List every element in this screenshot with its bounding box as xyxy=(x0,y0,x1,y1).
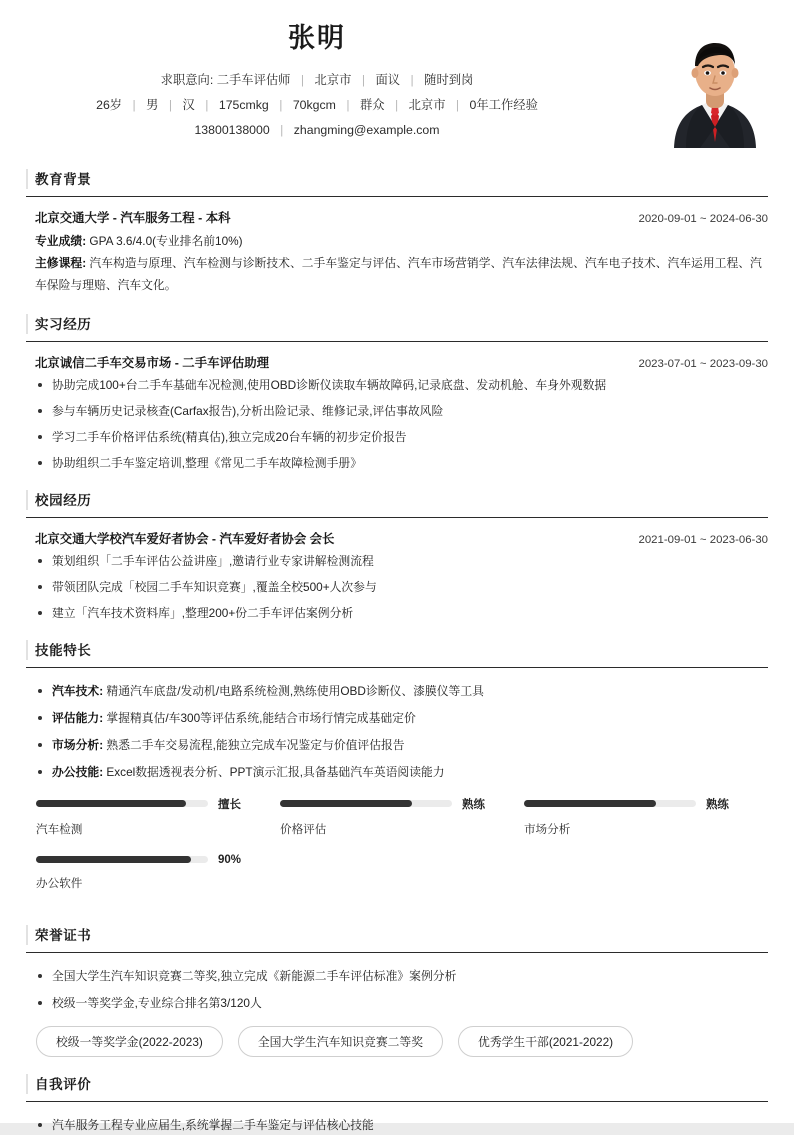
list-item: 全国大学生汽车知识竞赛二等奖,独立完成《新能源二手车评估标准》案例分析 xyxy=(35,967,768,985)
personal-political-status: 群众 xyxy=(359,97,385,112)
personal-age: 26岁 xyxy=(96,97,123,112)
section-body xyxy=(26,1102,768,1134)
skill-bar-name: 汽车检测 xyxy=(36,822,83,836)
separator-icon: | xyxy=(455,97,460,112)
section-internship xyxy=(26,313,768,473)
contact-email[interactable]: zhangming@example.com xyxy=(293,122,440,137)
internship-entry-title: 北京诚信二手车交易市场 - 二手车评估助理 xyxy=(35,355,270,370)
list-item: 学习二手车价格评估系统(精真估),独立完成20台车辆的初步定价报告 xyxy=(35,428,768,446)
skill-bar-track xyxy=(524,800,696,807)
resume-header xyxy=(26,14,768,152)
skill-bar-level: 擅长 xyxy=(218,798,241,811)
honor-tag[interactable]: 优秀学生干部(2021-2022) xyxy=(458,1026,633,1057)
section-header xyxy=(26,489,768,518)
section-header xyxy=(26,924,768,953)
campus-entry-date: 2021-09-01 ~ 2023-06-30 xyxy=(638,533,768,546)
campus-entry-title: 北京交通大学校汽车爱好者协会 - 汽车爱好者协会 会长 xyxy=(35,531,335,546)
avatar xyxy=(662,30,768,148)
education-gpa-line xyxy=(35,231,768,253)
education-courses-label: 主修课程: xyxy=(35,255,87,270)
job-intent-label: 求职意向: xyxy=(160,73,214,88)
job-intent-position: 二手车评估师 xyxy=(216,73,291,88)
list-item xyxy=(35,709,768,727)
self-bullet-list xyxy=(35,1116,768,1134)
campus-entry-row xyxy=(35,529,768,547)
skill-bar-row xyxy=(524,796,750,812)
list-item: 汽车服务工程专业应届生,系统掌握二手车鉴定与评估核心技能 xyxy=(35,1116,768,1134)
skill-bar-track xyxy=(36,856,208,863)
skill-text: Excel数据透视表分析、PPT演示汇报,具备基础汽车英语阅读能力 xyxy=(106,765,445,780)
skill-bar-level: 熟练 xyxy=(461,798,485,811)
section-header xyxy=(26,313,768,342)
education-courses-line xyxy=(35,253,768,297)
personal-info-line xyxy=(26,93,608,118)
section-campus xyxy=(26,489,768,623)
internship-entry-date: 2023-07-01 ~ 2023-09-30 xyxy=(638,357,768,370)
skill-bar-row xyxy=(36,854,262,866)
job-intent-availability: 随时到岗 xyxy=(424,73,474,88)
section-header xyxy=(26,168,768,197)
education-entry-title: 北京交通大学 - 汽车服务工程 - 本科 xyxy=(35,211,231,226)
list-item: 校级一等奖学金,专业综合排名第3/120人 xyxy=(35,994,768,1012)
skill-text: 精通汽车底盘/发动机/电路系统检测,熟练使用OBD诊断仪、漆膜仪等工具 xyxy=(106,683,484,698)
personal-location: 北京市 xyxy=(408,97,446,112)
skill-bar-name: 价格评估 xyxy=(279,822,327,836)
list-item: 协助完成100+台二手车基础车况检测,使用OBD诊断仪读取车辆故障码,记录底盘、发动机舱、车身外观数据 xyxy=(35,376,768,394)
separator-icon: | xyxy=(168,97,173,112)
section-header xyxy=(26,639,768,668)
section-body xyxy=(26,342,768,473)
section-education xyxy=(26,168,768,296)
skill-bar-level: 90% xyxy=(218,853,242,866)
skill-bar-fill xyxy=(36,856,191,863)
list-item: 协助组织二手车鉴定培训,整理《常见二手车故障检测手册》 xyxy=(35,454,768,472)
skill-bar-track xyxy=(280,800,452,807)
avatar-illustration xyxy=(662,30,768,148)
skill-bar-row xyxy=(280,796,506,812)
list-item: 策划组织「二手车评估公益讲座」,邀请行业专家讲解检测流程 xyxy=(35,552,768,570)
list-item xyxy=(35,736,768,754)
separator-icon: | xyxy=(361,73,366,88)
education-gpa-label: 专业成绩: xyxy=(35,234,87,249)
list-item: 参与车辆历史记录核查(Carfax报告),分析出险记录、维修记录,评估事故风险 xyxy=(35,402,768,420)
skill-label: 汽车技术: xyxy=(52,683,104,698)
page-title: 张明 xyxy=(288,23,346,53)
personal-experience: 0年工作经验 xyxy=(469,97,538,112)
header-text-block xyxy=(26,22,768,142)
skill-bar-item xyxy=(36,854,280,891)
job-intent-line xyxy=(26,68,608,93)
personal-weight: 70kgcm xyxy=(292,97,336,112)
skills-bullet-list xyxy=(35,682,768,782)
list-item: 带领团队完成「校园二手车知识竞赛」,覆盖全校500+人次参与 xyxy=(35,578,768,596)
honor-tag[interactable]: 校级一等奖学金(2022-2023) xyxy=(36,1026,223,1057)
skill-label: 办公技能: xyxy=(52,765,104,780)
section-title-skills: 技能特长 xyxy=(35,642,92,658)
skill-label: 市场分析: xyxy=(52,738,104,753)
education-gpa-value: GPA 3.6/4.0(专业排名前10%) xyxy=(89,234,243,249)
skill-bar-item xyxy=(36,796,280,837)
section-header xyxy=(26,1073,768,1102)
campus-bullet-list xyxy=(35,552,768,623)
section-title-education: 教育背景 xyxy=(35,172,92,188)
honor-tag[interactable]: 全国大学生汽车知识竞赛二等奖 xyxy=(238,1026,443,1057)
separator-icon: | xyxy=(279,97,283,112)
internship-bullet-list xyxy=(35,376,768,473)
personal-height: 175cmkg xyxy=(218,97,269,112)
contact-line xyxy=(26,118,608,143)
list-item: 建立「汽车技术资料库」,整理200+份二手车评估案例分析 xyxy=(35,604,768,622)
list-item xyxy=(35,763,768,781)
separator-icon: | xyxy=(346,97,350,112)
section-body xyxy=(26,668,768,908)
honors-bullet-list xyxy=(35,967,768,1013)
contact-phone[interactable]: 13800138000 xyxy=(194,122,270,137)
section-body xyxy=(26,953,768,1058)
skill-bar-fill xyxy=(524,800,656,807)
section-body xyxy=(26,197,768,296)
section-self-evaluation xyxy=(26,1073,768,1134)
separator-icon: | xyxy=(205,97,209,112)
section-honors xyxy=(26,924,768,1058)
section-title-self-evaluation: 自我评价 xyxy=(35,1077,92,1093)
section-skills xyxy=(26,639,768,908)
list-item xyxy=(35,682,768,700)
skill-bar-item xyxy=(524,796,768,837)
honors-tag-group xyxy=(35,1026,768,1057)
separator-icon: | xyxy=(300,73,305,88)
job-intent-city: 北京市 xyxy=(314,73,352,88)
section-title-honors: 荣誉证书 xyxy=(35,927,92,943)
skill-bar-item xyxy=(280,796,524,837)
section-body xyxy=(26,518,768,623)
separator-icon: | xyxy=(132,97,136,112)
education-entry-row xyxy=(35,208,768,226)
skill-text: 熟悉二手车交易流程,能独立完成车况鉴定与价值评估报告 xyxy=(106,738,405,753)
section-title-internship: 实习经历 xyxy=(35,316,92,332)
separator-icon: | xyxy=(394,97,399,112)
skill-text: 掌握精真估/车300等评估系统,能结合市场行情完成基础定价 xyxy=(106,710,416,725)
skill-bar-fill xyxy=(36,800,186,807)
skill-bar-name: 办公软件 xyxy=(36,876,83,890)
separator-icon: | xyxy=(280,122,284,137)
personal-gender: 男 xyxy=(146,97,159,112)
education-courses-value: 汽车构造与原理、汽车检测与诊断技术、二手车鉴定与评估、汽车市场营销学、汽车法律法规、汽车电子技术、汽车运用工程、汽车保险与理赔、汽车文化。 xyxy=(35,255,762,292)
skill-bar-group xyxy=(35,796,768,908)
skill-bar-name: 市场分析 xyxy=(523,822,571,836)
skill-label: 评估能力: xyxy=(52,710,104,725)
skill-bar-fill xyxy=(280,800,412,807)
separator-icon: | xyxy=(410,73,414,88)
skill-bar-track xyxy=(36,800,208,807)
education-entry-date: 2020-09-01 ~ 2024-06-30 xyxy=(638,213,768,226)
skill-bar-level: 熟练 xyxy=(705,798,729,811)
internship-entry-row xyxy=(35,353,768,371)
job-intent-salary: 面议 xyxy=(375,73,401,88)
personal-ethnicity: 汉 xyxy=(182,97,195,112)
skill-bar-row xyxy=(36,796,262,812)
section-title-campus: 校园经历 xyxy=(35,492,92,508)
